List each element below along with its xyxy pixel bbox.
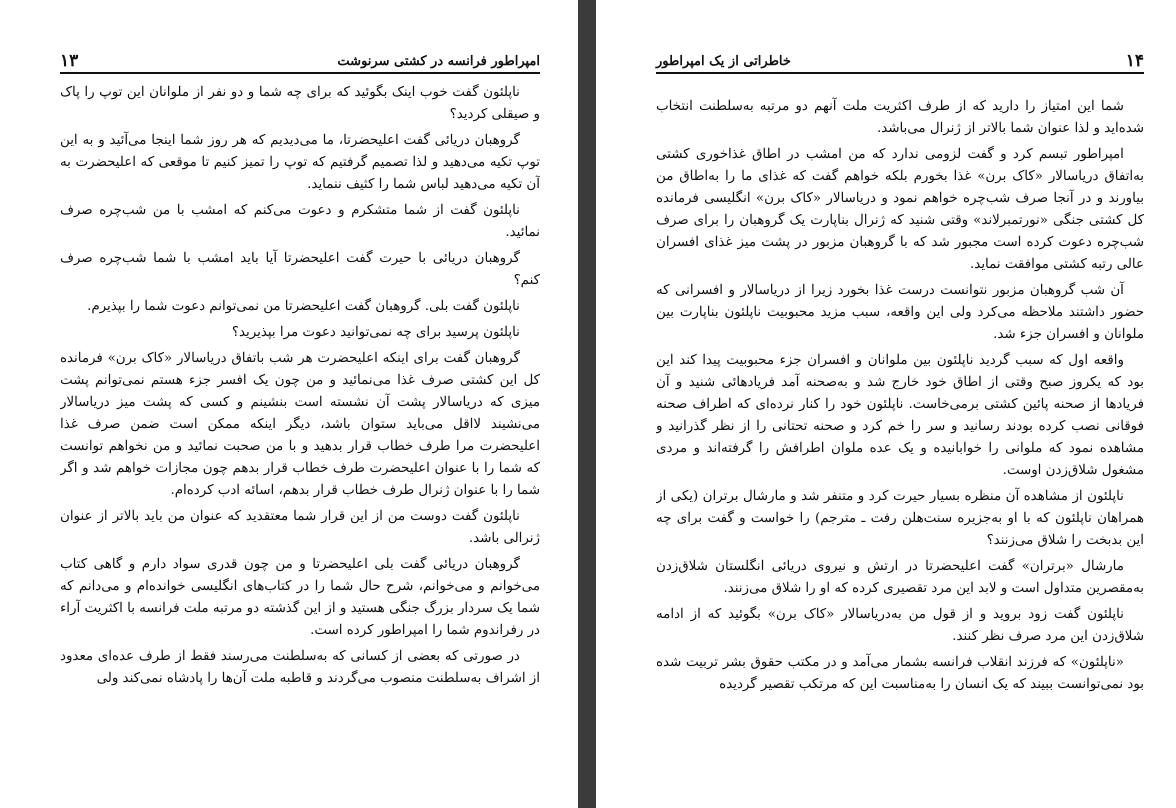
paragraph: واقعه اول که سبب گردید ناپلئون بین ملوانان و افسران جزء محبوبیت پیدا کند این بود که یکروز صبح وقتی از اطاق خود خارج شد و به‌صحنه آمد فریادهائی شنید و آن فریادها از صحنه پائین کشتی برمی‌خاست. ناپلئون خود را کنار نرده‌ای که اطراف صحنه فوقانی نصب کرده بودند رسانید و سر را خم کرد و صحنه تحتانی را از نظر گذرانید و مشاهده نمود که ملوانی را خوابانیده و یک عده ملوان اطرافش را گرفته‌اند و مردی مشغول شلاق‌زدن اوست. bbox=[656, 353, 1144, 478]
paragraph: «ناپلئون» که فرزند انقلاب فرانسه بشمار می‌آمد و در مکتب حقوق بشر تربیت شده بود نمی‌توانست ببیند که یک انسان را به‌مناسبت این که مرتکب تقصیر گردیده bbox=[656, 655, 1144, 692]
left-page bbox=[0, 0, 578, 808]
left-running-title: امپراطور فرانسه در کشتی سرنوشت bbox=[337, 53, 540, 69]
paragraph: آن شب گروهبان مزبور نتوانست درست غذا بخورد زیرا از دریاسالار و افسرانی که حضور داشتند ملاحظه می‌کرد ولی این واقعه، سبب مزید محبوبیت ناپلئون بناپارت بین ملوانان و افسران جزء شد. bbox=[656, 283, 1144, 342]
right-page bbox=[596, 0, 1176, 808]
right-running-title: خاطراتی از یک امپراطور bbox=[656, 53, 791, 69]
paragraph: ناپلئون پرسید برای چه نمی‌توانید دعوت مرا بپذیرید؟ bbox=[231, 325, 520, 340]
page-gutter bbox=[578, 0, 596, 808]
paragraph: ناپلئون گفت از شما متشکرم و دعوت می‌کنم که امشب با من شب‌چره صرف نمائید. bbox=[60, 203, 540, 240]
paragraph: گروهبان دریائی گفت اعلیحضرتا، ما می‌دیدیم که هر روز شما اینجا می‌آئید و به این توپ تکیه می‌دهید و لذا تصمیم گرفتیم که توپ را تمیز کنیم تا موقعی که اعلیحضرت به آن تکیه می‌دهید لباس شما را کثیف ننماید. bbox=[60, 133, 540, 192]
paragraph: ناپلئون گفت بلی. گروهبان گفت اعلیحضرتا من نمی‌توانم دعوت شما را بپذیرم. bbox=[87, 299, 520, 314]
paragraph: ناپلئون گفت خوب اینک بگوئید که برای چه شما و دو نفر از ملوانان این توپ را پاک و صیقلی کردید؟ bbox=[60, 85, 540, 122]
paragraph: شما این امتیاز را دارید که از طرف اکثریت ملت آنهم دو مرتبه به‌سلطنت انتخاب شده‌اید و لذا عنوان شما بالاتر از ژنرال می‌باشد. bbox=[656, 99, 1144, 136]
left-page-header bbox=[60, 50, 540, 74]
paragraph: ناپلئون گفت دوست من از این قرار شما معتقدید که عنوان من باید بالاتر از عنوان ژنرالی باشد. bbox=[60, 509, 540, 546]
right-page-body bbox=[656, 96, 1144, 700]
paragraph: گروهبان دریائی گفت بلی اعلیحضرتا و من چون قدری سواد دارم و گاهی کتاب می‌خوانم و می‌خوانم، شرح حال شما را در کتاب‌های انگلیسی خوانده‌ام و می‌دانم که شما یک سردار بزرگ جنگی هستید و از این گذشته دو مرتبه ملت فرانسه با اکثریت آراء در رفراندوم شما را امپراطور کرده است. bbox=[60, 557, 540, 638]
paragraph: گروهبان گفت برای اینکه اعلیحضرت هر شب باتفاق دریاسالار «کاک برن» فرمانده کل این کشتی صرف غذا می‌نمائید و من چون یک افسر جزء هستم نمی‌توانم پشت میزی که دریاسالار پشت آن نشسته است بنشینم و کسی که پشت میز دریاسالار می‌نشیند لااقل می‌باید ستوان باشد، دیگر اینکه ممکن است ضمن صرف غذا اعلیحضرت مرا طرف خطاب قرار بدهید و با من صحبت نمائید و من نخواهم توانست که شما را با عنوان اعلیحضرت طرف خطاب قرار بدهم چون مجازات خواهم شد و اگر شما را با عنوان ژنرال طرف خطاب قرار بدهم، اسائه ادب کرده‌ام. bbox=[60, 351, 540, 498]
right-page-number: ۱۴ bbox=[1125, 51, 1144, 71]
paragraph: مارشال «برتران» گفت اعلیحضرتا در ارتش و نیروی دریائی انگلستان شلاق‌زدن به‌مقصرین متداول است و لابد این مرد تقصیری کرده که او را شلاق می‌زنند. bbox=[656, 559, 1144, 596]
paragraph: ناپلئون گفت زود بروید و از قول من به‌دریاسالار «کاک برن» بگوئید که از ادامه شلاق‌زدن این مرد صرف نظر کنند. bbox=[656, 607, 1144, 644]
paragraph: در صورتی که بعضی از کسانی که به‌سلطنت می‌رسند فقط از طرف عده‌ای معدود از اشراف به‌سلطنت منصوب می‌گردند و قاطبه ملت آن‌ها را پادشاه نمی‌کند ولی bbox=[60, 649, 540, 686]
paragraph: امپراطور تبسم کرد و گفت لزومی ندارد که من امشب در اطاق غذاخوری کشتی به‌اتفاق دریاسالار «کاک برن» غذا بخورم بلکه خواهم گفت که غذای ما را به‌اطاق من بیاورند و در آنجا صرف شب‌چره خواهم نمود و دریاسالار «کاک برن» انگلیسی فرمانده کل کشتی جنگی «نورتمبرلاند» وقتی شنید که ژنرال بناپارت یک گروهبان را برای صرف شب‌چره دعوت کرده است مجبور شد که با گروهبان مزبور در پشت میز غذای افسران عالی رتبه کشتی موافقت نماید. bbox=[656, 147, 1144, 272]
paragraph: گروهبان دریائی با حیرت گفت اعلیحضرتا آیا باید امشب با شما شب‌چره صرف کنم؟ bbox=[60, 251, 540, 288]
paragraph: ناپلئون از مشاهده آن منظره بسیار حیرت کرد و متنفر شد و مارشال برتران (یکی از همراهان ناپلئون که با او به‌جزیره سنت‌هلن رفت ـ مترجم) را خواست و گفت برای چه این بدبخت را شلاق می‌زنند؟ bbox=[656, 489, 1144, 548]
right-page-header bbox=[656, 50, 1144, 74]
left-page-number: ۱۳ bbox=[60, 51, 79, 71]
left-page-body bbox=[60, 82, 540, 694]
